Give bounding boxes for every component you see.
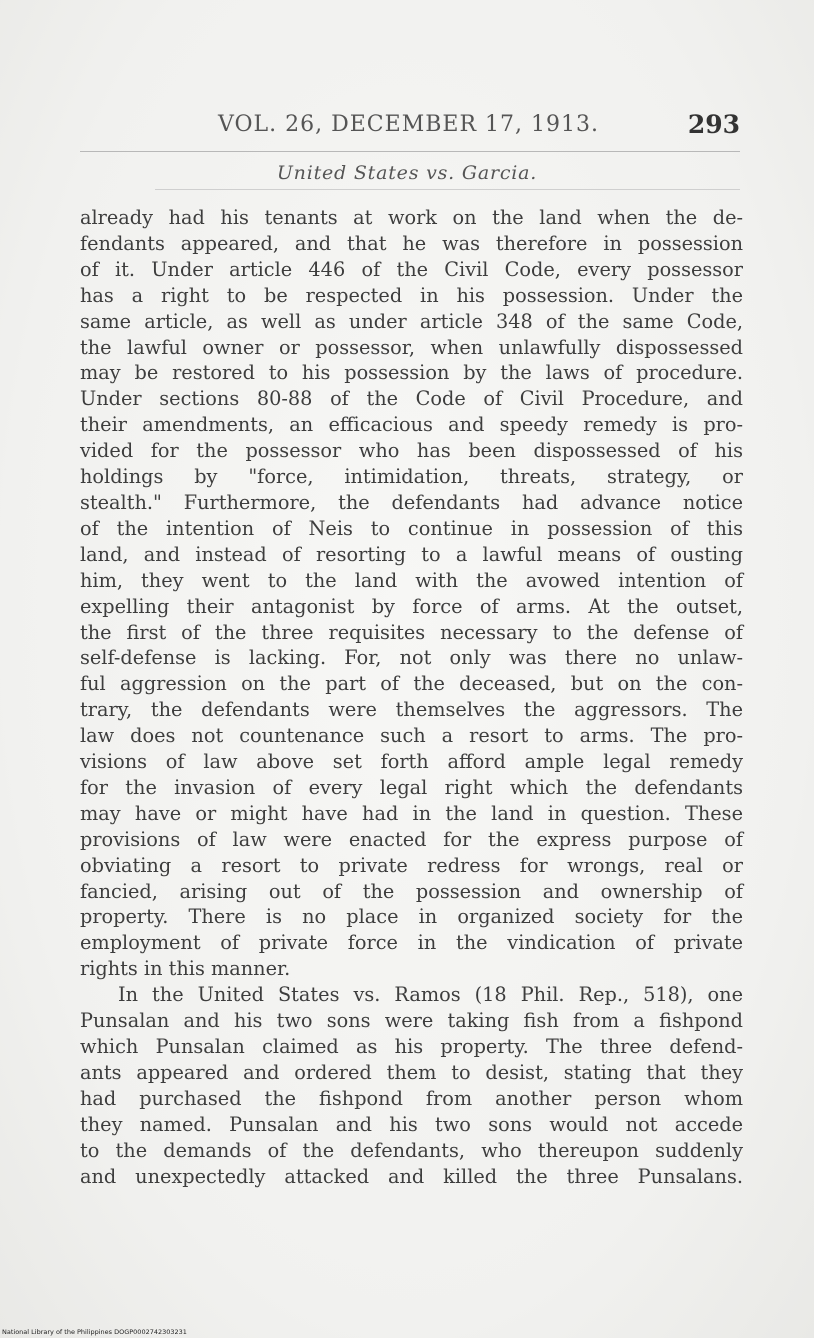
body-text (80, 205, 743, 1189)
running-head: VOL. 26, DECEMBER 17, 1913. (218, 112, 599, 137)
text-line: expelling their antagonist by force of arms. At the outset, (80, 594, 743, 618)
text-line: stealth." Furthermore, the defendants had advance notice (80, 490, 743, 514)
page-header (80, 112, 740, 148)
text-line: of the intention of Neis to continue in possession of this (80, 516, 743, 540)
text-line: had purchased the fishpond from another person whom (80, 1086, 743, 1110)
text-line: they named. Punsalan and his two sons would not accede (80, 1112, 743, 1136)
text-line: Punsalan and his two sons were taking fish from a fishpond (80, 1009, 743, 1033)
text-line: ants appeared and ordered them to desist, stating that they (80, 1060, 743, 1084)
text-line: ful aggression on the part of the deceased, but on the con- (80, 672, 743, 696)
text-line: their amendments, an efficacious and speedy remedy is pro- (80, 413, 743, 437)
text-line: property. There is no place in organized society for the (80, 905, 743, 929)
text-line: trary, the defendants were themselves the aggressors. The (80, 698, 743, 722)
text-line: fendants appeared, and that he was therefore in possession (80, 231, 743, 255)
page-number: 293 (687, 110, 740, 139)
text-line: land, and instead of resorting to a lawful means of ousting (80, 542, 743, 566)
text-line: and unexpectedly attacked and killed the three Punsalans. (80, 1164, 743, 1188)
text-line: Under sections 80-88 of the Code of Civil Procedure, and (80, 387, 743, 411)
text-line: has a right to be respected in his possession. Under the (80, 283, 743, 307)
text-line: visions of law above set forth afford ample legal remedy (80, 750, 743, 774)
paragraph-1 (80, 205, 743, 982)
text-line: may have or might have had in the land in question. These (80, 801, 743, 825)
header-rule (80, 151, 740, 152)
text-line: may be restored to his possession by the laws of procedure. (80, 361, 743, 385)
text-line: same article, as well as under article 348 of the same Code, (80, 309, 743, 333)
text-line: of it. Under article 446 of the Civil Code, every possessor (80, 257, 743, 281)
text-line: vided for the possessor who has been dispossessed of his (80, 439, 743, 463)
text-line: to the demands of the defendants, who thereupon suddenly (80, 1138, 743, 1162)
text-line: him, they went to the land with the avowed intention of (80, 568, 743, 592)
case-title: United States vs. Garcia. (276, 162, 538, 184)
text-line: self-defense is lacking. For, not only was there no unlaw- (80, 646, 743, 670)
text-line: obviating a resort to private redress for wrongs, real or (80, 853, 743, 877)
text-line: employment of private force in the vindication of private (80, 931, 743, 955)
text-line: provisions of law were enacted for the express purpose of (80, 827, 743, 851)
scan-source-note: National Library of the Philippines DOGP0002742303231 (2, 1328, 187, 1336)
text-line: law does not countenance such a resort to arms. The pro- (80, 724, 743, 748)
text-line: holdings by "force, intimidation, threats, strategy, or (80, 465, 743, 489)
text-line: for the invasion of every legal right which the defendants (80, 775, 743, 799)
text-line: already had his tenants at work on the land when the de- (80, 206, 743, 229)
text-line: rights in this manner. (80, 957, 291, 981)
text-line: In the United States vs. Ramos (18 Phil. Rep., 518), one (118, 983, 743, 1007)
text-line: which Punsalan claimed as his property. The three defend- (80, 1035, 743, 1058)
paragraph-2 (80, 982, 743, 1189)
text-line: the first of the three requisites necessary to the defense of (80, 620, 743, 644)
case-title-rule (155, 189, 740, 190)
text-line: the lawful owner or possessor, when unlawfully dispossessed (80, 335, 743, 359)
text-line: fancied, arising out of the possession and ownership of (80, 879, 743, 903)
